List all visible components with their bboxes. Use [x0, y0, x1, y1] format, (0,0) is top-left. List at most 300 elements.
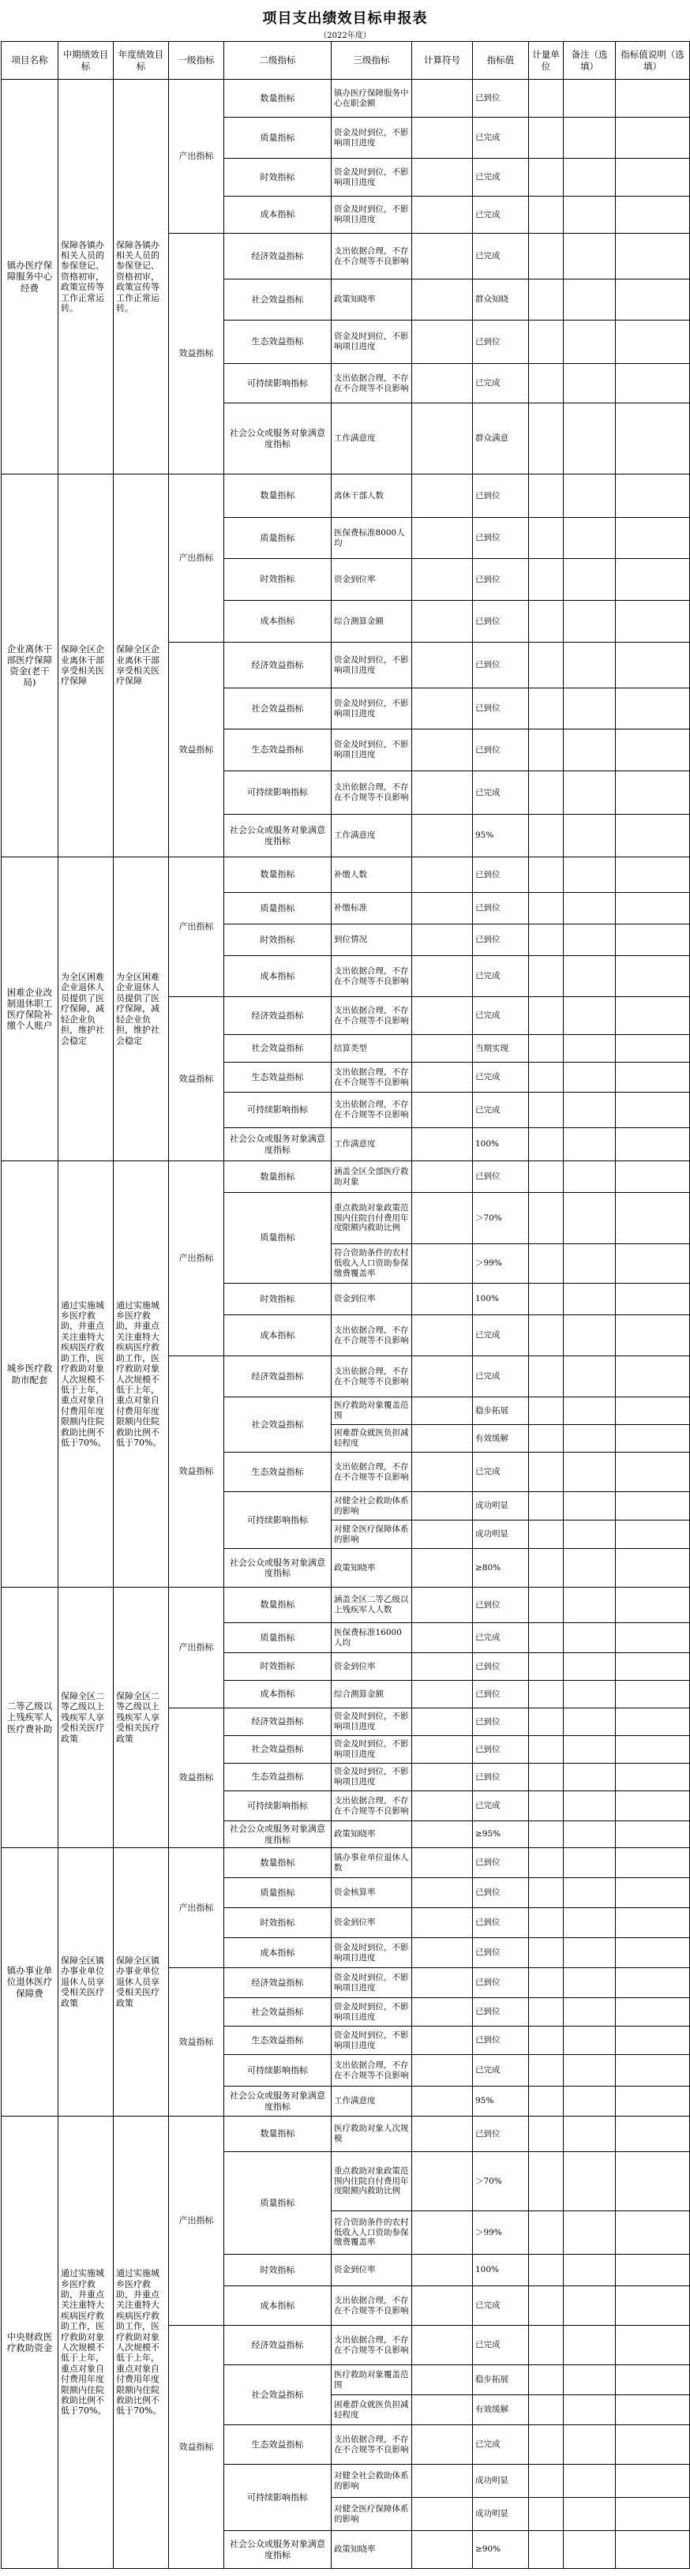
unit-cell	[529, 1093, 564, 1128]
level2-indicator: 质量指标	[224, 1878, 332, 1908]
mid-term-target: 保障全区二等乙级以上残疾军人享受相关医疗政策	[58, 1588, 114, 1848]
value-note-cell	[616, 518, 690, 559]
unit-cell	[529, 857, 564, 893]
header-calc-symbol: 计算符号	[412, 42, 473, 80]
header-value-note: 指标值说明（选填）	[616, 42, 690, 80]
unit-cell	[529, 924, 564, 956]
level2-indicator: 经济效益指标	[224, 643, 332, 688]
level3-indicator: 支出依据合理，不存在不合规等不良影响	[332, 2286, 412, 2326]
remark-cell	[564, 1492, 616, 1520]
remark-cell	[564, 997, 616, 1035]
indicator-value: 成功明显	[473, 2498, 529, 2531]
value-note-cell	[616, 2286, 690, 2326]
calc-symbol-cell	[412, 2211, 473, 2255]
remark-cell	[564, 2087, 616, 2117]
value-note-cell	[616, 1193, 690, 1244]
indicator-value: 100%	[473, 2255, 529, 2286]
remark-cell	[564, 1193, 616, 1244]
level3-indicator: 支出依据合理，不存在不合规等不良影响	[332, 1315, 412, 1356]
calc-symbol-cell	[412, 2395, 473, 2425]
indicator-value: 已到位	[473, 857, 529, 893]
indicator-value: 已完成	[473, 771, 529, 815]
value-note-cell	[616, 2087, 690, 2117]
level1-indicator: 产出指标	[169, 80, 224, 234]
header-annual-target: 年度绩效目标	[114, 42, 169, 80]
value-note-cell	[616, 1549, 690, 1588]
unit-cell	[529, 2027, 564, 2055]
indicator-value: 成功明显	[473, 1492, 529, 1520]
unit-cell	[529, 1848, 564, 1878]
value-note-cell	[616, 2326, 690, 2365]
remark-cell	[564, 1708, 616, 1736]
level3-indicator: 支出依据合理，不存在不合规等不良影响	[332, 1356, 412, 1397]
value-note-cell	[616, 1315, 690, 1356]
level3-indicator: 政策知晓率	[332, 2531, 412, 2569]
level3-indicator: 重点救助对象政策范围内住院自付费用年度限额内救助比例	[332, 2152, 412, 2211]
indicator-value: 95%	[473, 2087, 529, 2117]
remark-cell	[564, 1848, 616, 1878]
mid-term-target: 保障各镇办相关人员的参保登记、资格初审，政策宣传等工作正常运转。	[58, 80, 114, 474]
level3-indicator: 支出依据合理，不存在不合规等不良影响	[332, 997, 412, 1035]
level3-indicator: 结算类型	[332, 1035, 412, 1063]
project-name: 镇办医疗保障服务中心经费	[2, 80, 58, 474]
unit-cell	[529, 1161, 564, 1193]
level2-indicator: 时效指标	[224, 1284, 332, 1315]
calc-symbol-cell	[412, 197, 473, 234]
level3-indicator: 资金及时到位，不影响项目进度	[332, 729, 412, 771]
remark-cell	[564, 518, 616, 559]
remark-cell	[564, 1764, 616, 1791]
unit-cell	[529, 1244, 564, 1284]
value-note-cell	[616, 321, 690, 364]
remark-cell	[564, 2255, 616, 2286]
level2-indicator: 成本指标	[224, 1315, 332, 1356]
remark-cell	[564, 2027, 616, 2055]
level3-indicator: 支出依据合理，不存在不合规等不良影响	[332, 2425, 412, 2465]
unit-cell	[529, 2365, 564, 2395]
unit-cell	[529, 688, 564, 729]
remark-cell	[564, 1284, 616, 1315]
table-row	[2, 1588, 690, 1623]
level3-indicator: 工作满意度	[332, 1128, 412, 1161]
unit-cell	[529, 1938, 564, 1968]
project-name: 困难企业改制退休职工医疗保险补缴个人账户	[2, 857, 58, 1161]
level2-indicator: 生态效益指标	[224, 2027, 332, 2055]
calc-symbol-cell	[412, 403, 473, 474]
level2-indicator: 社会公众或服务对象满意度指标	[224, 2531, 332, 2569]
level2-indicator: 可持续影响指标	[224, 771, 332, 815]
remark-cell	[564, 1520, 616, 1549]
calc-symbol-cell	[412, 159, 473, 197]
remark-cell	[564, 1998, 616, 2027]
indicator-value: 已到位	[473, 688, 529, 729]
value-note-cell	[616, 2498, 690, 2531]
value-note-cell	[616, 403, 690, 474]
remark-cell	[564, 1878, 616, 1908]
indicator-value: 已到位	[473, 474, 529, 518]
indicator-value: ＞70%	[473, 2152, 529, 2211]
remark-cell	[564, 601, 616, 643]
calc-symbol-cell	[412, 2326, 473, 2365]
project-name: 二等乙级以上残疾军人医疗费补助	[2, 1588, 58, 1848]
indicator-value: 已完成	[473, 2286, 529, 2326]
indicator-value: 已到位	[473, 1998, 529, 2027]
level2-indicator: 成本指标	[224, 956, 332, 997]
unit-cell	[529, 559, 564, 601]
level3-indicator: 政策知晓率	[332, 1549, 412, 1588]
value-note-cell	[616, 729, 690, 771]
header-indicator-value: 指标值	[473, 42, 529, 80]
remark-cell	[564, 2117, 616, 2152]
indicator-value: 已完成	[473, 1315, 529, 1356]
value-note-cell	[616, 1681, 690, 1708]
calc-symbol-cell	[412, 771, 473, 815]
level2-indicator: 社会公众或服务对象满意度指标	[224, 815, 332, 857]
level3-indicator: 医保费标准8000人均	[332, 518, 412, 559]
unit-cell	[529, 321, 564, 364]
indicator-value: 已到位	[473, 893, 529, 924]
level3-indicator: 资金及时到位，不影响项目进度	[332, 1736, 412, 1764]
indicator-value: 已到位	[473, 924, 529, 956]
remark-cell	[564, 1093, 616, 1128]
level3-indicator: 医疗救助对象覆盖范围	[332, 1397, 412, 1425]
level1-indicator: 效益指标	[169, 2326, 224, 2569]
unit-cell	[529, 2531, 564, 2569]
value-note-cell	[616, 2152, 690, 2211]
remark-cell	[564, 118, 616, 159]
header-project-name: 项目名称	[2, 42, 58, 80]
level1-indicator: 效益指标	[169, 234, 224, 474]
indicator-value: 已完成	[473, 1063, 529, 1093]
remark-cell	[564, 2286, 616, 2326]
remark-cell	[564, 1549, 616, 1588]
table-row	[2, 2117, 690, 2152]
indicator-value: 已完成	[473, 234, 529, 279]
indicator-value: 已完成	[473, 956, 529, 997]
level2-indicator: 生态效益指标	[224, 729, 332, 771]
level2-indicator: 质量指标	[224, 2152, 332, 2255]
indicator-value: 95%	[473, 815, 529, 857]
calc-symbol-cell	[412, 234, 473, 279]
level2-indicator: 时效指标	[224, 559, 332, 601]
unit-cell	[529, 1998, 564, 2027]
unit-cell	[529, 893, 564, 924]
calc-symbol-cell	[412, 1708, 473, 1736]
value-note-cell	[616, 1764, 690, 1791]
level2-indicator: 成本指标	[224, 1681, 332, 1708]
remark-cell	[564, 2531, 616, 2569]
remark-cell	[564, 474, 616, 518]
unit-cell	[529, 1653, 564, 1681]
level3-indicator: 符合资助条件的农村低收入人口资助参保缴费覆盖率	[332, 1244, 412, 1284]
header-row	[2, 42, 690, 80]
level1-indicator: 效益指标	[169, 1708, 224, 1848]
level2-indicator: 数量指标	[224, 1588, 332, 1623]
level3-indicator: 资金到位率	[332, 559, 412, 601]
level2-indicator: 成本指标	[224, 197, 332, 234]
calc-symbol-cell	[412, 1821, 473, 1848]
level3-indicator: 资金及时到位，不影响项目进度	[332, 1938, 412, 1968]
unit-cell	[529, 2152, 564, 2211]
value-note-cell	[616, 1848, 690, 1878]
level3-indicator: 到位情况	[332, 924, 412, 956]
value-note-cell	[616, 2365, 690, 2395]
remark-cell	[564, 2498, 616, 2531]
value-note-cell	[616, 474, 690, 518]
calc-symbol-cell	[412, 1878, 473, 1908]
value-note-cell	[616, 2027, 690, 2055]
calc-symbol-cell	[412, 118, 473, 159]
unit-cell	[529, 2087, 564, 2117]
indicator-value: 已到位	[473, 559, 529, 601]
indicator-value: 已到位	[473, 1161, 529, 1193]
value-note-cell	[616, 1093, 690, 1128]
unit-cell	[529, 729, 564, 771]
indicator-value: 已完成	[473, 197, 529, 234]
value-note-cell	[616, 956, 690, 997]
mid-term-target: 保障全区企业离休干部享受相关医疗保障	[58, 474, 114, 857]
calc-symbol-cell	[412, 924, 473, 956]
unit-cell	[529, 1063, 564, 1093]
value-note-cell	[616, 1998, 690, 2027]
level3-indicator: 支出依据合理，不存在不合规等不良影响	[332, 364, 412, 403]
remark-cell	[564, 643, 616, 688]
remark-cell	[564, 1623, 616, 1653]
value-note-cell	[616, 1623, 690, 1653]
table-row	[2, 80, 690, 118]
value-note-cell	[616, 1908, 690, 1938]
level3-indicator: 综合测算金额	[332, 1681, 412, 1708]
level3-indicator: 工作满意度	[332, 815, 412, 857]
remark-cell	[564, 1588, 616, 1623]
value-note-cell	[616, 1736, 690, 1764]
unit-cell	[529, 815, 564, 857]
level2-indicator: 生态效益指标	[224, 1063, 332, 1093]
indicator-value: 已完成	[473, 2326, 529, 2365]
calc-symbol-cell	[412, 518, 473, 559]
indicator-value: 已到位	[473, 1968, 529, 1998]
calc-symbol-cell	[412, 80, 473, 118]
unit-cell	[529, 2465, 564, 2498]
level2-indicator: 数量指标	[224, 474, 332, 518]
project-name: 中央财政医疗救助资金	[2, 2117, 58, 2569]
level2-indicator: 社会效益指标	[224, 2365, 332, 2425]
level3-indicator: 对健全医疗保障体系的影响	[332, 1520, 412, 1549]
indicator-value: 100%	[473, 1128, 529, 1161]
unit-cell	[529, 1908, 564, 1938]
indicator-value: 已到位	[473, 2117, 529, 2152]
remark-cell	[564, 815, 616, 857]
unit-cell	[529, 1453, 564, 1492]
mid-term-target: 保障全区镇办事业单位退休人员享受相关医疗政策	[58, 1848, 114, 2117]
indicator-value: 有效缓解	[473, 1425, 529, 1453]
value-note-cell	[616, 279, 690, 321]
calc-symbol-cell	[412, 1848, 473, 1878]
level3-indicator: 资金核算率	[332, 1878, 412, 1908]
unit-cell	[529, 1492, 564, 1520]
unit-cell	[529, 1878, 564, 1908]
level3-indicator: 医保费标准16000人均	[332, 1623, 412, 1653]
indicator-value: 已到位	[473, 1653, 529, 1681]
indicator-value: 已到位	[473, 1908, 529, 1938]
calc-symbol-cell	[412, 1908, 473, 1938]
calc-symbol-cell	[412, 2286, 473, 2326]
project-name: 企业离休干部医疗保障资金(老干局)	[2, 474, 58, 857]
calc-symbol-cell	[412, 1193, 473, 1244]
calc-symbol-cell	[412, 1356, 473, 1397]
level2-indicator: 经济效益指标	[224, 997, 332, 1035]
header-level1-indicator: 一级指标	[169, 42, 224, 80]
level3-indicator: 资金及时到位，不影响项目进度	[332, 159, 412, 197]
level2-indicator: 社会公众或服务对象满意度指标	[224, 2087, 332, 2117]
indicator-value: 成功明显	[473, 1520, 529, 1549]
header-level3-indicator: 三级指标	[332, 42, 412, 80]
unit-cell	[529, 1708, 564, 1736]
value-note-cell	[616, 1653, 690, 1681]
unit-cell	[529, 197, 564, 234]
value-note-cell	[616, 2211, 690, 2255]
calc-symbol-cell	[412, 815, 473, 857]
value-note-cell	[616, 1791, 690, 1821]
table-row	[2, 474, 690, 518]
remark-cell	[564, 403, 616, 474]
level3-indicator: 涵盖全区二等乙级以上残疾军人人数	[332, 1588, 412, 1623]
value-note-cell	[616, 118, 690, 159]
value-note-cell	[616, 924, 690, 956]
level1-indicator: 产出指标	[169, 857, 224, 997]
table-row	[2, 1161, 690, 1193]
level2-indicator: 质量指标	[224, 518, 332, 559]
level1-indicator: 效益指标	[169, 1356, 224, 1588]
level3-indicator: 支出依据合理，不存在不合规等不良影响	[332, 771, 412, 815]
calc-symbol-cell	[412, 2152, 473, 2211]
level2-indicator: 数量指标	[224, 80, 332, 118]
remark-cell	[564, 1681, 616, 1708]
value-note-cell	[616, 1128, 690, 1161]
indicator-value: 已到位	[473, 1588, 529, 1623]
level1-indicator: 产出指标	[169, 1848, 224, 1968]
remark-cell	[564, 2211, 616, 2255]
value-note-cell	[616, 1063, 690, 1093]
remark-cell	[564, 1453, 616, 1492]
indicator-value: 已到位	[473, 80, 529, 118]
indicator-value: ＞70%	[473, 1193, 529, 1244]
level1-indicator: 产出指标	[169, 1161, 224, 1356]
value-note-cell	[616, 1938, 690, 1968]
unit-cell	[529, 279, 564, 321]
value-note-cell	[616, 2117, 690, 2152]
level3-indicator: 困难群众就医负担减轻程度	[332, 2395, 412, 2425]
remark-cell	[564, 1035, 616, 1063]
remark-cell	[564, 956, 616, 997]
value-note-cell	[616, 688, 690, 729]
calc-symbol-cell	[412, 688, 473, 729]
indicator-value: 已完成	[473, 1453, 529, 1492]
remark-cell	[564, 1791, 616, 1821]
level2-indicator: 生态效益指标	[224, 2425, 332, 2465]
unit-cell	[529, 1681, 564, 1708]
indicator-value: 已完成	[473, 1791, 529, 1821]
level3-indicator: 支出依据合理，不存在不合规等不良影响	[332, 1453, 412, 1492]
level2-indicator: 时效指标	[224, 1653, 332, 1681]
remark-cell	[564, 688, 616, 729]
header-level2-indicator: 二级指标	[224, 42, 332, 80]
remark-cell	[564, 1938, 616, 1968]
unit-cell	[529, 2211, 564, 2255]
indicator-value: 已完成	[473, 159, 529, 197]
calc-symbol-cell	[412, 1736, 473, 1764]
remark-cell	[564, 924, 616, 956]
unit-cell	[529, 2395, 564, 2425]
indicator-value: 有效缓解	[473, 2395, 529, 2425]
calc-symbol-cell	[412, 956, 473, 997]
remark-cell	[564, 159, 616, 197]
unit-cell	[529, 1397, 564, 1425]
calc-symbol-cell	[412, 1998, 473, 2027]
value-note-cell	[616, 2255, 690, 2286]
value-note-cell	[616, 643, 690, 688]
remark-cell	[564, 1128, 616, 1161]
level3-indicator: 重点救助对象政策范围内住院自付费用年度限额内救助比例	[332, 1193, 412, 1244]
value-note-cell	[616, 1397, 690, 1425]
unit-cell	[529, 956, 564, 997]
level3-indicator: 支出依据合理，不存在不合规等不良影响	[332, 1791, 412, 1821]
indicator-value: 已到位	[473, 2027, 529, 2055]
level3-indicator: 离休干部人数	[332, 474, 412, 518]
value-note-cell	[616, 159, 690, 197]
calc-symbol-cell	[412, 1588, 473, 1623]
indicator-value: 已完成	[473, 1623, 529, 1653]
remark-cell	[564, 279, 616, 321]
calc-symbol-cell	[412, 1764, 473, 1791]
calc-symbol-cell	[412, 1623, 473, 1653]
calc-symbol-cell	[412, 2055, 473, 2087]
calc-symbol-cell	[412, 2465, 473, 2498]
remark-cell	[564, 364, 616, 403]
unit-cell	[529, 2425, 564, 2465]
value-note-cell	[616, 1425, 690, 1453]
indicator-value: 已到位	[473, 1736, 529, 1764]
calc-symbol-cell	[412, 893, 473, 924]
unit-cell	[529, 2498, 564, 2531]
calc-symbol-cell	[412, 2365, 473, 2395]
level2-indicator: 经济效益指标	[224, 1356, 332, 1397]
calc-symbol-cell	[412, 2087, 473, 2117]
value-note-cell	[616, 234, 690, 279]
level3-indicator: 补缴标准	[332, 893, 412, 924]
value-note-cell	[616, 1453, 690, 1492]
level2-indicator: 社会效益指标	[224, 279, 332, 321]
level2-indicator: 可持续影响指标	[224, 1791, 332, 1821]
indicator-value: 已到位	[473, 643, 529, 688]
remark-cell	[564, 1063, 616, 1093]
unit-cell	[529, 1791, 564, 1821]
unit-cell	[529, 364, 564, 403]
project-name: 城乡医疗救助市配套	[2, 1161, 58, 1588]
calc-symbol-cell	[412, 559, 473, 601]
unit-cell	[529, 1764, 564, 1791]
value-note-cell	[616, 1284, 690, 1315]
calc-symbol-cell	[412, 1681, 473, 1708]
value-note-cell	[616, 2531, 690, 2569]
level3-indicator: 工作满意度	[332, 403, 412, 474]
calc-symbol-cell	[412, 1397, 473, 1425]
indicator-value: 已到位	[473, 518, 529, 559]
header-unit: 计量单位	[529, 42, 564, 80]
unit-cell	[529, 1356, 564, 1397]
unit-cell	[529, 118, 564, 159]
level3-indicator: 资金到位率	[332, 1908, 412, 1938]
